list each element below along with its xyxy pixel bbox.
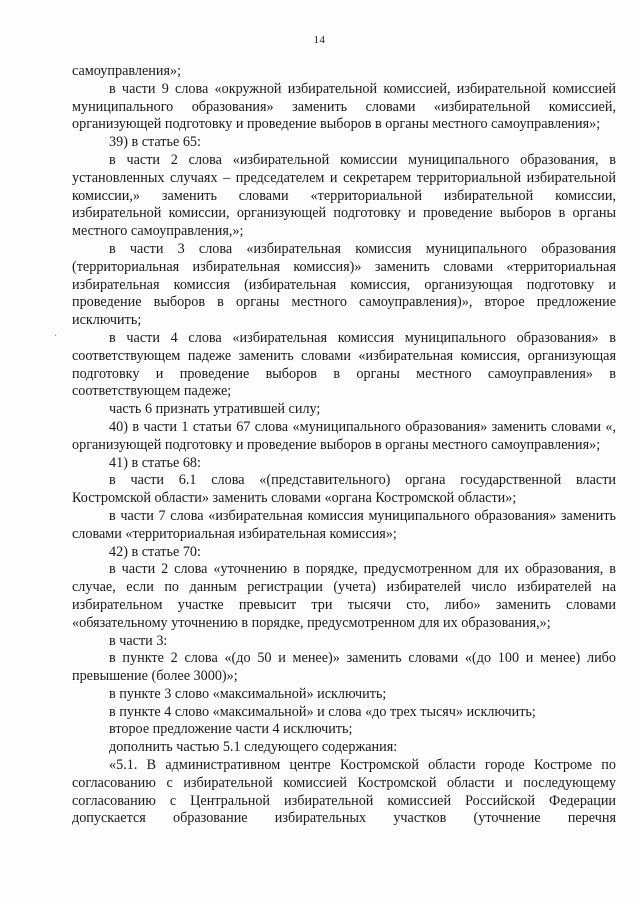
paragraph: «5.1. В административном центре Костромской области городе Костроме по согласованию с избирательной комиссией Костромской области и последующему согласованию с Центральной избирательной комиссией Российской Федерации допускается образование избирательных участков (уточнение перечня — [72, 757, 616, 827]
document-body — [72, 63, 616, 828]
paragraph: в части 9 слова «окружной избирательной комиссией, избирательной комиссией муниципального образования» заменить словами «избирательной комиссией, организующей подготовку и проведение выборов в органы местного самоуправления»; — [72, 80, 616, 133]
paragraph: в части 7 слова «избирательная комиссия муниципального образования» заменить словами «территориальная избирательная комиссия»; — [72, 507, 616, 542]
paragraph: в части 3 слова «избирательная комиссия муниципального образования (территориальная избирательная комиссия)» заменить словами «территориальная избирательная комиссия (избирательная комиссия, организующая подготовку и проведение выборов в органы местного самоуправления)», второе предложение исключить; — [72, 240, 616, 329]
paragraph: в пункте 4 слово «максимальной» и слова «до трех тысяч» исключить; — [109, 703, 536, 720]
paragraph: в части 2 слова «уточнению в порядке, предусмотренном для их образования, в случае, если по данным регистрации (учета) избирателей число избирателей на избирательном участке превысит три тысячи сто, либо» заменить словами «обязательному уточнению в порядке, предусмотренном для их образования,»; — [72, 561, 616, 631]
paragraph: 41) в статье 68: — [109, 454, 201, 471]
paragraph: 39) в статье 65: — [109, 134, 201, 151]
paragraph: 40) в части 1 статьи 67 слова «муниципального образования» заменить словами «, организующей подготовку и проведение выборов в органы местного самоуправления»; — [72, 418, 616, 453]
paragraph: в части 3: — [109, 632, 168, 649]
paragraph: в части 6.1 слова «(представительного) органа государственной власти Костромской области» заменить словами «органа Костромской области»; — [72, 472, 616, 507]
paragraph: в пункте 3 слово «максимальной» исключить; — [109, 685, 387, 702]
scan-speck: · — [54, 331, 58, 342]
paragraph: в части 2 слова «избирательной комиссии муниципального образования, в установленных случаях – председателем и секретарем территориальной избирательной комиссии,» заменить словами «территориальной избирательной комиссии, избирательной комиссии, организующей подготовку и проведение выборов в органы местного самоуправления,»; — [72, 151, 616, 240]
paragraph: самоуправления»; — [72, 63, 182, 79]
paragraph: часть 6 признать утратившей силу; — [109, 401, 321, 418]
paragraph: в части 4 слова «избирательная комиссия муниципального образования» в соответствующем падеже заменить словами «избирательная комиссия, организующая подготовку и проведение выборов в органы местного самоуправления» в соответствующем падеже; — [72, 329, 616, 400]
paragraph: дополнить частью 5.1 следующего содержания: — [109, 739, 398, 756]
paragraph: в пункте 2 слова «(до 50 и менее)» заменить словами «(до 100 и менее) либо превышение (более 3000)»; — [72, 650, 616, 685]
paragraph: 42) в статье 70: — [109, 543, 201, 560]
paragraph: второе предложение части 4 исключить; — [109, 721, 353, 738]
page-number: 14 — [313, 34, 326, 46]
